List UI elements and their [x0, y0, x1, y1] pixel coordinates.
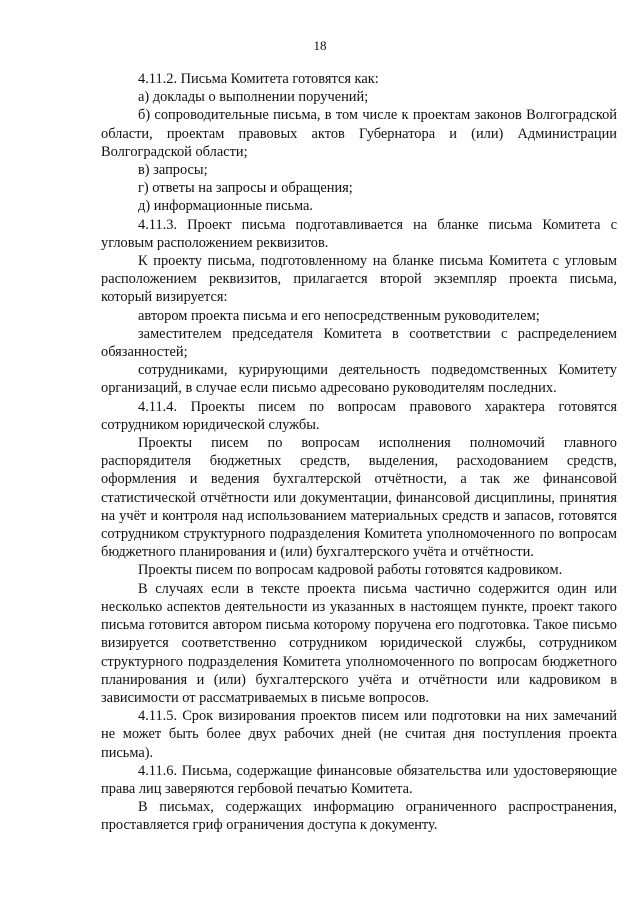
paragraph-4-11-2: 4.11.2. Письма Комитета готовятся как: [138, 71, 379, 87]
paragraph-4-11-5: 4.11.5. Срок визирования проектов писем или подготовки на них замечаний не может быть более двух рабочих дней (не считая дня поступления проекта письма). [101, 708, 617, 761]
document-body [101, 70, 617, 835]
list-item-g: г) ответы на запросы и обращения; [138, 180, 353, 197]
paragraph-second-copy: К проекту письма, подготовленному на бланке письма Комитета с угловым расположением реквизитов, прилагается второй экземпляр проекта письма, который визируется: [101, 253, 617, 306]
visa-item-curators: сотрудниками, курирующими деятельность подведомственных Комитету организаций, в случае если письмо адресовано руководителям последних. [101, 362, 617, 397]
list-item-a: а) доклады о выполнении поручений; [138, 89, 369, 106]
paragraph-budget-letters: Проекты писем по вопросам исполнения полномочий главного распорядителя бюджетных средств, выделения, расходованием средств, оформления и ведения бухгалтерской отчётности, а так же финансовой статистической отчётности или документации, финансовой дисциплины, принятия на учёт и контроля над использованием материальных средств и запасов, готовятся сотрудником структурного подразделения Комитета уполномоченного по вопросам бюджетного планирования и (или) бухгалтерского учёта и отчётности. [101, 435, 617, 561]
visa-item-author: автором проекта письма и его непосредственным руководителем; [138, 307, 540, 324]
list-item-d: д) информационные письма. [138, 198, 314, 215]
paragraph-4-11-6: 4.11.6. Письма, содержащие финансовые обязательства или удостоверяющие права лиц заверяются гербовой печатью Комитета. [101, 762, 617, 797]
list-item-v: в) запросы; [138, 162, 208, 179]
page-number: 18 [313, 38, 327, 53]
paragraph-mixed-letters: В случаях если в тексте проекта письма частично содержится один или несколько аспектов деятельности из указанных в настоящем пункте, проект такого письма готовится автором письма которому поручена его подготовка. Такое письмо визируется соответственно сотрудником юридической службы, сотрудником структурного подразделения Комитета уполномоченного по вопросам бюджетного планирования и (или) бухгалтерского учёта и отчётности или кадровиком в зависимости от рассматриваемых в письме вопросов. [101, 580, 617, 706]
paragraph-4-11-4: 4.11.4. Проекты писем по вопросам правового характера готовятся сотрудником юридической службы. [101, 398, 617, 433]
paragraph-hr-letters: Проекты писем по вопросам кадровой работы готовятся кадровиком. [138, 562, 563, 579]
visa-item-deputy: заместителем председателя Комитета в соответствии с распределением обязанностей; [101, 325, 617, 361]
paragraph-4-11-3: 4.11.3. Проект письма подготавливается на бланке письма Комитета с угловым расположением реквизитов. [101, 216, 617, 251]
list-item-b: б) сопроводительные письма, в том числе к проектам законов Волгоградской области, проектам правовых актов Губернатора и (или) Администрации Волгоградской области; [101, 107, 617, 160]
paragraph-restricted-info: В письмах, содержащих информацию ограниченного распространения, проставляется гриф ограничения доступа к документу. [101, 799, 617, 834]
